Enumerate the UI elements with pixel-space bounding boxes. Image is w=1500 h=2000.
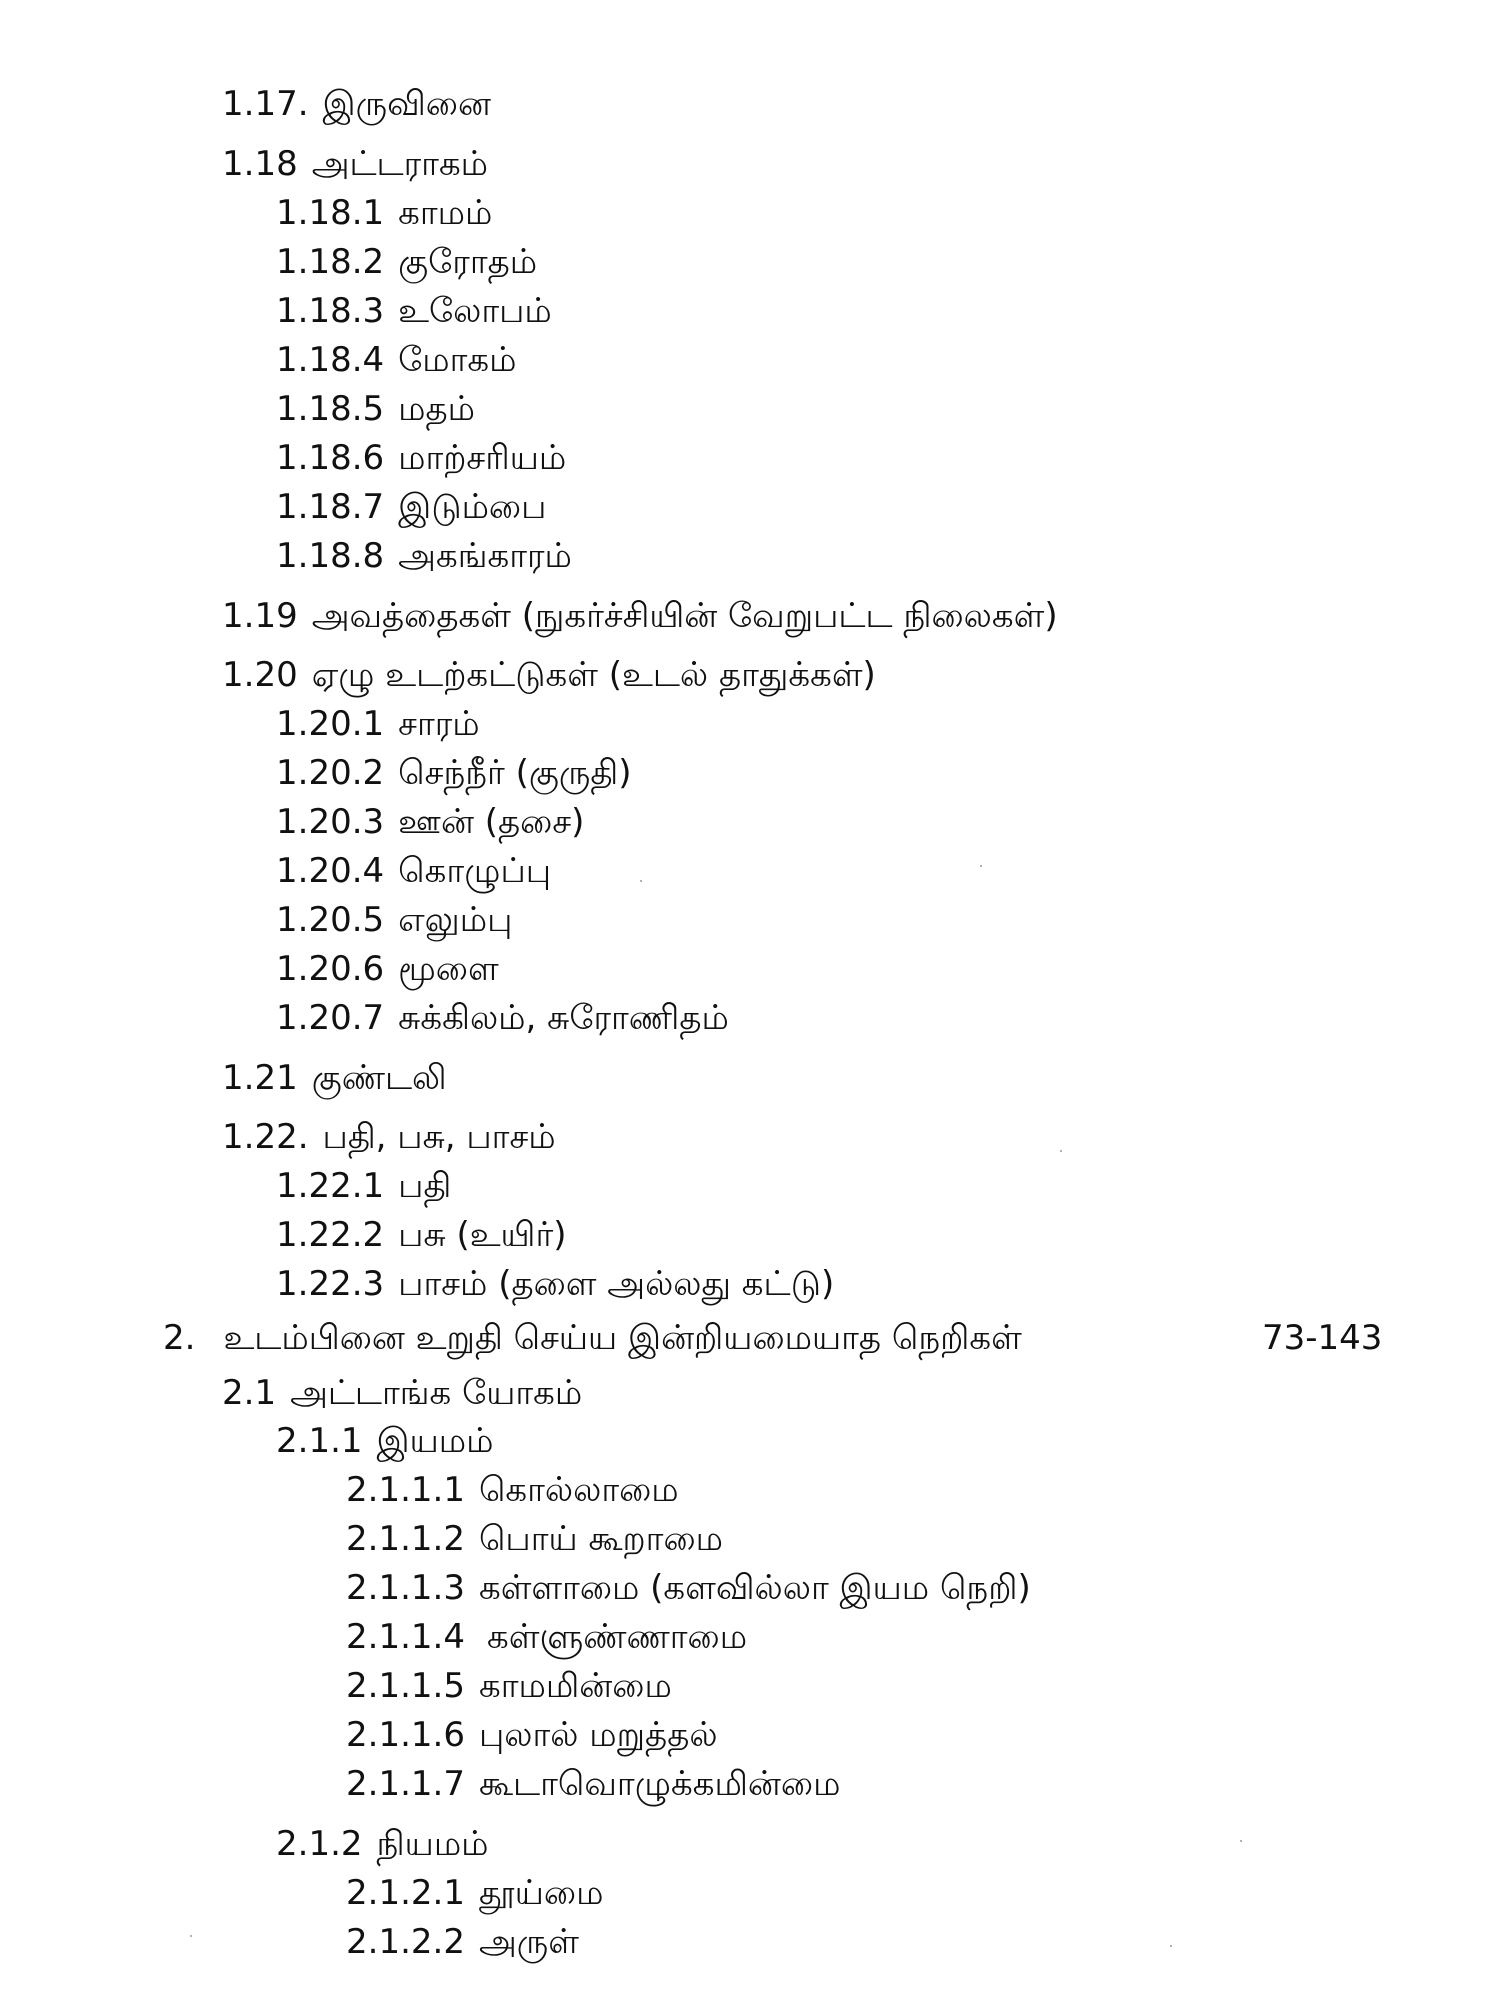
entry-number: 1.18.1 (276, 193, 385, 233)
entry-number: 2.1.2.1 (346, 1873, 465, 1913)
entry-title: கூடாவொழுக்கமின்மை (478, 1764, 841, 1804)
entry-number: 1.18.2 (276, 242, 385, 282)
toc-entry-1-18-4 (276, 340, 517, 380)
toc-entry-2-1-1-1 (346, 1470, 679, 1510)
entry-number: 1.20.5 (276, 900, 385, 940)
entry-number: 2.1.2.2 (346, 1922, 465, 1962)
entry-title: பொய் கூறாமை (478, 1519, 723, 1559)
toc-entry-2 (163, 1318, 1022, 1358)
entry-title: அட்டாங்க யோகம் (290, 1373, 583, 1413)
entry-title: சாரம் (398, 704, 480, 744)
entry-number: 1.17. (222, 84, 309, 124)
toc-entry-1-19 (222, 596, 1058, 636)
entry-number: 1.19 (222, 596, 298, 636)
toc-entry-2-1-1 (276, 1421, 493, 1461)
toc-entry-1-22-3 (276, 1264, 834, 1304)
entry-title: ஊன் (தசை) (398, 802, 585, 842)
entry-number: 2.1 (222, 1373, 277, 1413)
entry-title: சுக்கிலம், சுரோணிதம் (398, 998, 729, 1038)
entry-number: 1.20.1 (276, 704, 385, 744)
toc-entry-1-21 (222, 1058, 447, 1098)
entry-title: பாசம் (தளை அல்லது கட்டு) (398, 1264, 835, 1304)
toc-entry-1-18-1 (276, 193, 492, 233)
entry-number: 1.20.7 (276, 998, 385, 1038)
entry-number: 2.1.1.3 (346, 1568, 465, 1608)
toc-entry-1-18-8 (276, 536, 572, 576)
toc-entry-1-18-3 (276, 291, 552, 331)
entry-title: பதி (398, 1166, 452, 1206)
entry-number: 1.20 (222, 655, 298, 695)
entry-title: காமம் (398, 193, 493, 233)
entry-number: 1.20.2 (276, 753, 385, 793)
toc-entry-2-1-2-1 (346, 1873, 603, 1913)
toc-entry-1-18-2 (276, 242, 537, 282)
entry-number: 2.1.2 (276, 1824, 363, 1864)
toc-entry-1-22-2 (276, 1215, 566, 1255)
entry-number: 1.22.3 (276, 1264, 385, 1304)
entry-title: கொழுப்பு (398, 851, 552, 891)
entry-number: 1.20.6 (276, 949, 385, 989)
toc-entry-1-20-4 (276, 851, 551, 891)
entry-title: ஏழு உடற்கட்டுகள் (உடல் தாதுக்கள்) (311, 655, 876, 695)
entry-title: கள்ளாமை (களவில்லா இயம நெறி) (478, 1568, 1031, 1608)
toc-entry-1-20-3 (276, 802, 584, 842)
toc-entry-2-1-1-6 (346, 1715, 718, 1755)
page-range: 73-143 (1262, 1318, 1383, 1358)
entry-title: குரோதம் (398, 242, 538, 282)
entry-title: காமமின்மை (478, 1666, 672, 1706)
entry-number: 1.18 (222, 144, 298, 184)
entry-number: 1.18.3 (276, 291, 385, 331)
entry-number: 1.18.7 (276, 487, 385, 527)
entry-number: 2.1.1.1 (346, 1470, 465, 1510)
toc-entry-1-17 (222, 84, 491, 124)
toc-entry-1-20-7 (276, 998, 729, 1038)
entry-number: 1.22. (222, 1117, 309, 1157)
entry-title: குண்டலி (311, 1058, 447, 1098)
entry-title: மோகம் (398, 340, 517, 380)
toc-entry-1-22 (222, 1117, 556, 1157)
entry-number: 1.22.1 (276, 1166, 385, 1206)
entry-number: 1.18.5 (276, 389, 385, 429)
toc-entry-2-1 (222, 1373, 582, 1413)
entry-number: 1.18.6 (276, 438, 385, 478)
entry-title: பசு (உயிர்) (398, 1215, 567, 1255)
scan-speck (1170, 1945, 1172, 1947)
entry-title: உலோபம் (398, 291, 552, 331)
entry-title: நியமம் (376, 1824, 489, 1864)
entry-title: மாற்சரியம் (398, 438, 567, 478)
toc-entry-1-20-1 (276, 704, 480, 744)
entry-title: பதி, பசு, பாசம் (322, 1117, 556, 1157)
entry-number: 2.1.1 (276, 1421, 363, 1461)
entry-number: 1.18.8 (276, 536, 385, 576)
toc-entry-1-20-6 (276, 949, 499, 989)
entry-title: உடம்பினை உறுதி செய்ய இன்றியமையாத நெறிகள் (223, 1318, 1022, 1358)
entry-number: 2.1.1.5 (346, 1666, 465, 1706)
toc-entry-2-1-1-3 (346, 1568, 1031, 1608)
entry-title: எலும்பு (398, 900, 513, 940)
toc-entry-1-20-5 (276, 900, 512, 940)
toc-entry-1-22-1 (276, 1166, 451, 1206)
entry-title: இருவினை (322, 84, 491, 124)
entry-number: 1.18.4 (276, 340, 385, 380)
toc-entry-1-18-7 (276, 487, 546, 527)
entry-title: தூய்மை (478, 1873, 604, 1913)
entry-number: 2. (163, 1318, 196, 1358)
entry-title: அட்டராகம் (311, 144, 489, 184)
entry-number: 1.20.3 (276, 802, 385, 842)
entry-title: கொல்லாமை (478, 1470, 679, 1510)
entry-title: மூளை (398, 949, 499, 989)
entry-title: இடும்பை (398, 487, 547, 527)
toc-entry-1-20-2 (276, 753, 632, 793)
entry-title: மதம் (398, 389, 476, 429)
entry-number: 2.1.1.6 (346, 1715, 465, 1755)
entry-number: 2.1.1.2 (346, 1519, 465, 1559)
toc-entry-2-1-2-2 (346, 1922, 579, 1962)
entry-number: 2.1.1.4 (346, 1617, 465, 1657)
toc-entry-2-1-1-2 (346, 1519, 723, 1559)
scan-speck (980, 865, 982, 867)
scan-speck (190, 1935, 192, 1937)
entry-title: அகங்காரம் (398, 536, 572, 576)
entry-title: புலால் மறுத்தல் (478, 1715, 718, 1755)
toc-entry-2-1-1-5 (346, 1666, 672, 1706)
toc-entry-2-1-1-7 (346, 1764, 840, 1804)
toc-entry-1-20 (222, 655, 876, 695)
entry-number: 2.1.1.7 (346, 1764, 465, 1804)
entry-title: இயமம் (376, 1421, 494, 1461)
scan-speck (1240, 1840, 1242, 1842)
toc-entry-1-18-5 (276, 389, 475, 429)
toc-entry-2-1-1-4 (346, 1617, 747, 1657)
toc-entry-2-1-2 (276, 1824, 489, 1864)
entry-title: அருள் (478, 1922, 579, 1962)
toc-entry-1-18 (222, 144, 488, 184)
scan-speck (1060, 1150, 1062, 1152)
entry-title: அவத்தைகள் (நுகர்ச்சியின் வேறுபட்ட நிலைகள்) (311, 596, 1058, 636)
entry-title: செந்நீர் (குருதி) (398, 753, 632, 793)
scan-speck (640, 880, 642, 882)
toc-entry-1-18-6 (276, 438, 566, 478)
entry-number: 1.22.2 (276, 1215, 385, 1255)
entry-title: கள்ளுண்ணாமை (486, 1617, 748, 1657)
entry-number: 1.21 (222, 1058, 298, 1098)
entry-number: 1.20.4 (276, 851, 385, 891)
